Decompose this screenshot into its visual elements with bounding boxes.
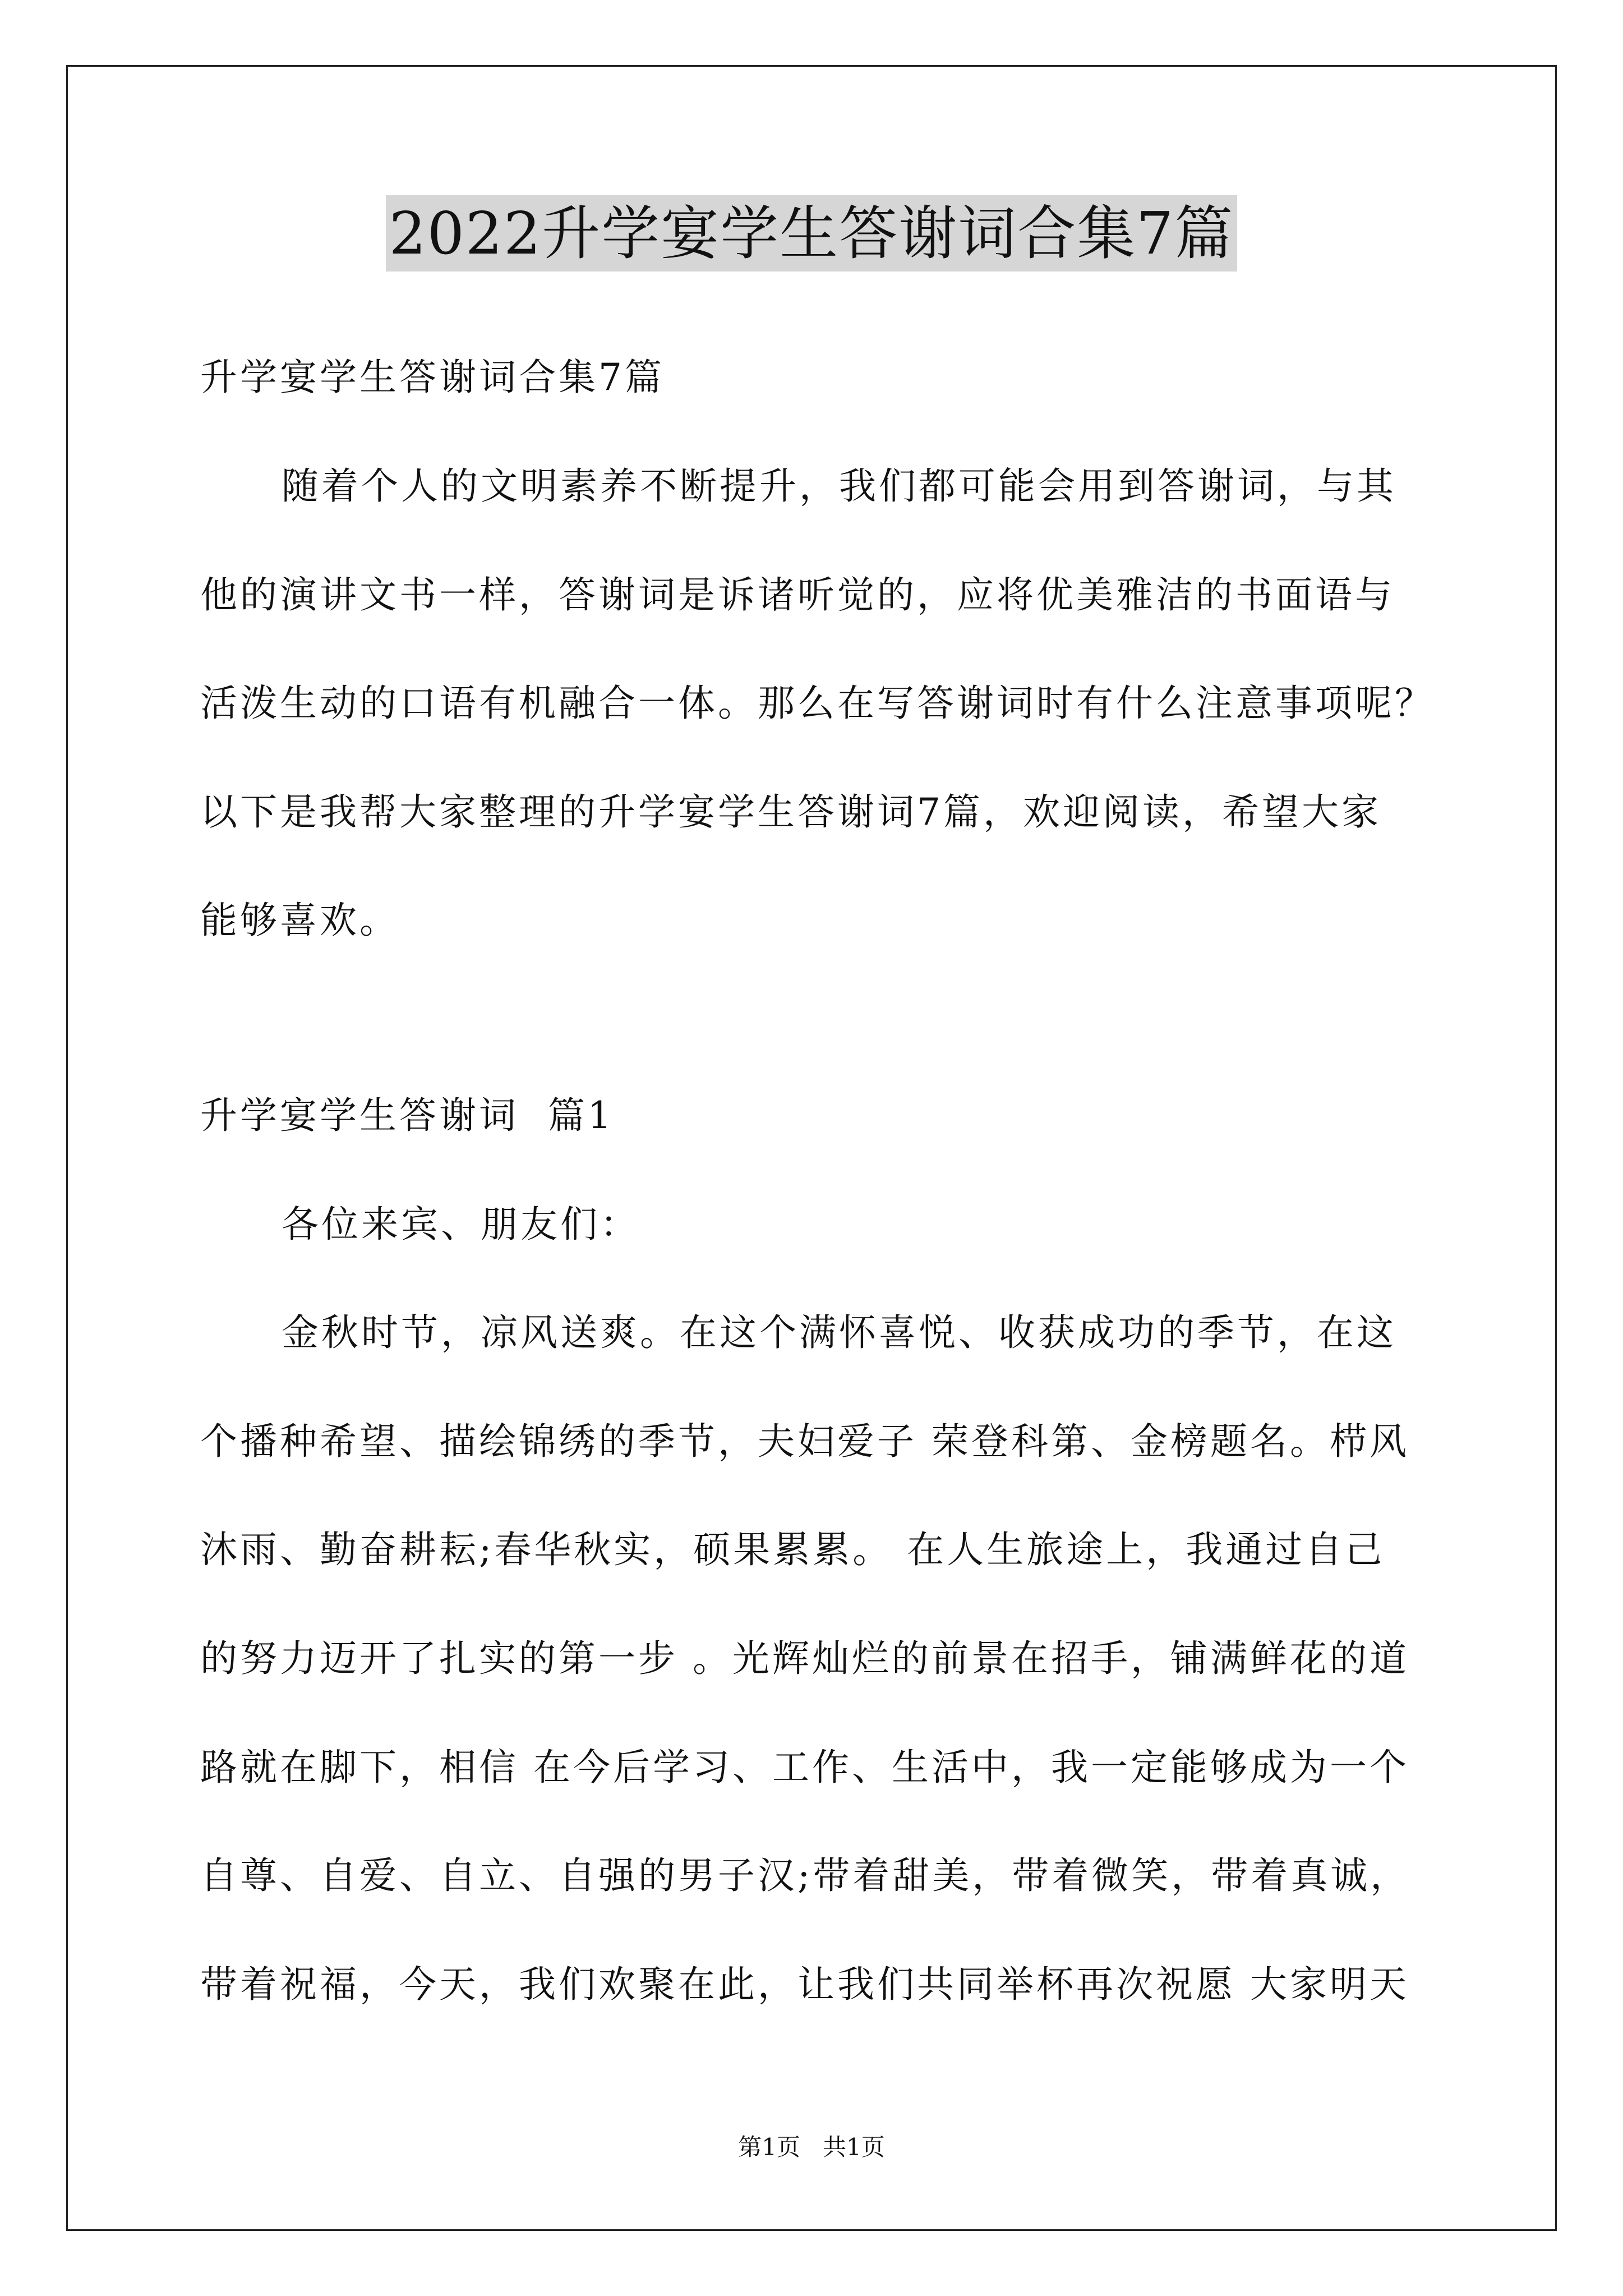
intro-line-2: 他的演讲文书一样，答谢词是诉诸听觉的，应将优美雅洁的书面语与 [200, 573, 1395, 616]
body-line-3: 沐雨、勤奋耕耘;春华秋实，硕果累累。 在人生旅途上，我通过自己 [200, 1528, 1385, 1571]
body-line-2: 个播种希望、描绘锦绣的季节，夫妇爱子 荣登科第、金榜题名。栉风 [200, 1420, 1409, 1463]
salutation: 各位来宾、朋友们： [282, 1203, 640, 1246]
intro-line-1: 随着个人的文明素养不断提升，我们都可能会用到答谢词，与其 [282, 464, 1396, 508]
page-footer: 第1页 共1页 [738, 2133, 885, 2161]
title-wrap [0, 195, 1623, 272]
intro-line-4: 以下是我帮大家整理的升学宴学生答谢词7篇，欢迎阅读，希望大家 [200, 790, 1381, 834]
intro-line-3: 活泼生动的口语有机融合一体。那么在写答谢词时有什么注意事项呢？ [200, 682, 1435, 725]
body-line-6: 自尊、自爱、自立、自强的男子汉;带着甜美，带着微笑，带着真诚， [200, 1854, 1410, 1897]
body-line-1: 金秋时节，凉风送爽。在这个满怀喜悦、收获成功的季节，在这 [282, 1311, 1396, 1354]
body-line-4: 的努力迈开了扎实的第一步 。光辉灿烂的前景在招手，铺满鲜花的道 [200, 1637, 1409, 1680]
document-subtitle: 升学宴学生答谢词合集7篇 [200, 356, 665, 399]
body-line-7: 带着祝福，今天，我们欢聚在此，让我们共同举杯再次祝愿 大家明天 [200, 1963, 1409, 2006]
section-heading: 升学宴学生答谢词 篇1 [200, 1094, 614, 1137]
intro-line-5: 能够喜欢。 [200, 899, 399, 942]
body-line-5: 路就在脚下，相信 在今后学习、工作、生活中，我一定能够成为一个 [200, 1746, 1409, 1789]
document-title: 2022升学宴学生答谢词合集7篇 [386, 195, 1238, 272]
